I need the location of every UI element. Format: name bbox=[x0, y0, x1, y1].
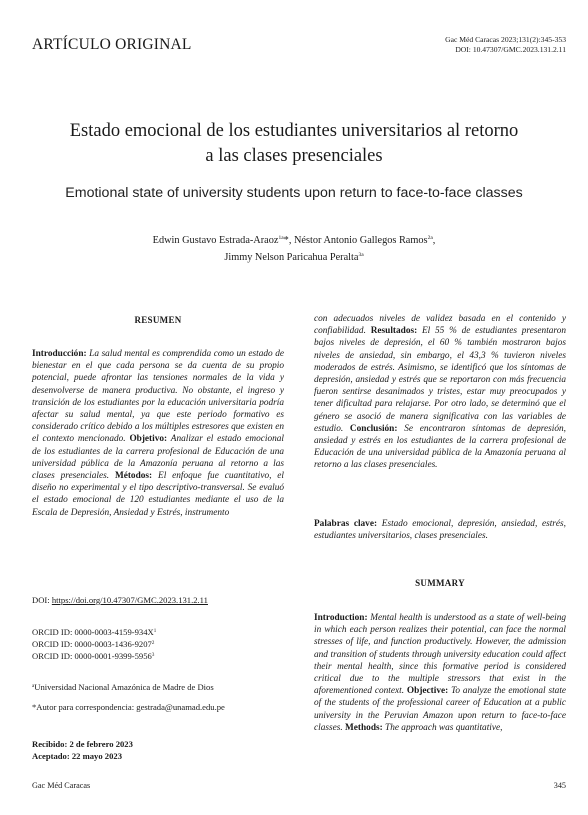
orcid-list bbox=[32, 626, 284, 662]
doi-line bbox=[32, 594, 284, 606]
results-label: Resultados: bbox=[370, 326, 418, 337]
journal-reference bbox=[445, 35, 566, 55]
correspondence bbox=[32, 701, 284, 713]
section-label: ARTÍCULO ORIGINAL bbox=[32, 36, 192, 53]
orcid-3-text: ORCID ID: 0000-0001-9399-5956 bbox=[32, 651, 152, 661]
conclusion-label: Conclusión: bbox=[349, 423, 398, 434]
keywords-label: Palabras clave: bbox=[314, 519, 378, 529]
doi-link[interactable]: https://doi.org/10.47307/GMC.2023.131.2.11 bbox=[51, 595, 208, 605]
doi-label: DOI: bbox=[32, 595, 50, 605]
methods-text: El enfoque fue cuantitativo, el diseño no experimental y el tipo descriptivo-transversal. Se evaluó el estado emocional de 120 estudiantes mediante el uso de la Escala de Depresión, Ansiedad y Estrés, instrumento bbox=[32, 471, 285, 518]
affiliation bbox=[32, 681, 284, 693]
orcid-1-text: ORCID ID: 0000-0003-4159-934X bbox=[32, 627, 154, 637]
author-3: Jimmy Nelson Paricahua Peralta bbox=[224, 252, 359, 263]
resumen-heading: RESUMEN bbox=[134, 315, 182, 325]
footer-journal: Gac Méd Caracas bbox=[32, 781, 91, 790]
article-title bbox=[20, 119, 568, 169]
orcid-1-sup: 1 bbox=[153, 629, 157, 634]
author-3-affil: 3a bbox=[358, 252, 364, 258]
orcid-2 bbox=[32, 638, 284, 650]
keywords bbox=[314, 518, 566, 542]
page-number: 345 bbox=[553, 781, 566, 790]
affiliation-text: Universidad Nacional Amazónica de Madre de Dios bbox=[34, 682, 214, 692]
intro-text: La salud mental es comprendida como un estado de bienestar en el que cada persona se da cuenta de su propio potencial, puede afrontar las tensiones normales de la vida y desenvolverse de manera productiva. No obstante, el ingreso y transición de los estudiantes por la educación universitaria podría afectar su salud mental, ya que este periodo formativo es considerado crítico debido a los múltiples estresores que existen en el contexto mencionado. bbox=[32, 349, 284, 445]
article-subtitle: Emotional state of university students upon return to face-to-face classes bbox=[65, 185, 523, 201]
summary-objective-label: Objective: bbox=[406, 686, 449, 697]
summary-intro-label: Introduction: bbox=[314, 613, 368, 623]
affiliation-sup: a bbox=[32, 684, 35, 689]
orcid-2-sup: 2 bbox=[151, 641, 155, 646]
orcid-3 bbox=[32, 650, 284, 662]
orcid-3-sup: 3 bbox=[151, 653, 155, 658]
objective-text: Analizar el estado emocional de los estudiantes de la carrera profesional de Educación de una universidad pública de la Amazonía peruana al retorno a las clases presenciales. bbox=[32, 434, 284, 482]
summary-methods-label: Methods: bbox=[345, 722, 383, 733]
objective-label: Objetivo: bbox=[129, 434, 168, 445]
summary-heading: SUMMARY bbox=[415, 578, 465, 588]
keywords-text: Estado emocional, depresión, ansiedad, estrés, estudiantes universitarios, clases presenciales. bbox=[314, 519, 566, 542]
resumen-body bbox=[32, 348, 284, 519]
dates bbox=[32, 738, 284, 762]
corr-mark: * bbox=[32, 702, 37, 712]
orcid-1 bbox=[32, 626, 284, 638]
accepted-date: Aceptado: 22 mayo 2023 bbox=[32, 751, 122, 761]
author-1-corr-mark: * bbox=[283, 235, 289, 246]
summary-intro-text: Mental health is understood as a state of well-being in which each person realizes their potential, can face the normal stresses of life, and function productively. However, the admission and transition of students through university education could affect their mental health, since this formative period is considered critical due to the multiple stressors that exist in the aforementioned context. bbox=[314, 613, 566, 697]
title-line-1: Estado emocional de los estudiantes universitarios al retorno bbox=[69, 121, 519, 141]
summary-objective-text: To analyze the emotional state of the students of the professional career of Education at a public university in the Peruvian Amazon upon return to face-to-face classes. bbox=[314, 686, 567, 733]
author-list bbox=[20, 231, 568, 265]
resumen-body-continued bbox=[314, 313, 566, 472]
conclusion-text: Se encontraron síntomas de depresión, ansiedad y estrés en los estudiantes de la carrera profesional de Educación de una universidad pública de la Amazonía peruana al retorno a las clases presenciales. bbox=[314, 423, 566, 471]
methods-text-continued: con adecuados niveles de validez basada en el contenido y confiabilidad. bbox=[314, 314, 566, 337]
correspondence-text: Autor para correspondencia: gestrada@unamad.edu.pe bbox=[36, 702, 225, 712]
summary-methods-text: The approach was quantitative, bbox=[385, 722, 503, 733]
methods-label: Métodos: bbox=[114, 471, 153, 482]
author-1-affil: 1a bbox=[278, 235, 284, 241]
summary-body bbox=[314, 612, 566, 734]
title-line-2: a las clases presenciales bbox=[205, 146, 383, 166]
authors-line-2 bbox=[20, 248, 568, 265]
results-text: El 55 % de estudiantes presentaron bajos niveles de depresión, el 60 % también mostraron bajos niveles de ansiedad, sin embargo, el 43,3 % tuvieron niveles moderados de estrés. Asimismo, se identificó que los síntomas de depresión, ansiedad y estrés que se reportaron con más frecuencia fueron sentirse desanimados y tristes, estar muy preocupados y tener dificultad para relajarse. Por otro lado, se determinó que el género se asoció de manera significativa con las variables de estudio. bbox=[314, 326, 566, 434]
author-1: Edwin Gustavo Estrada-Araoz bbox=[152, 235, 279, 246]
authors-line-1: Edwin Gustavo Estrada-Araoz$^{1a}$*, Néstor Antonio Gallegos Ramos$^{2a}$, bbox=[152, 235, 436, 246]
received-date: Recibido: 2 de febrero 2023 bbox=[32, 739, 133, 749]
author-2-affil: 2a bbox=[427, 235, 433, 241]
intro-label: Introducción: bbox=[32, 349, 87, 359]
author-2: Néstor Antonio Gallegos Ramos bbox=[293, 235, 428, 246]
orcid-2-text: ORCID ID: 0000-0003-1436-9207 bbox=[32, 639, 152, 649]
header-doi: DOI: 10.47307/GMC.2023.131.2.11 bbox=[455, 45, 566, 54]
journal-citation: Gac Méd Caracas 2023;131(2):345-353 bbox=[445, 35, 566, 44]
